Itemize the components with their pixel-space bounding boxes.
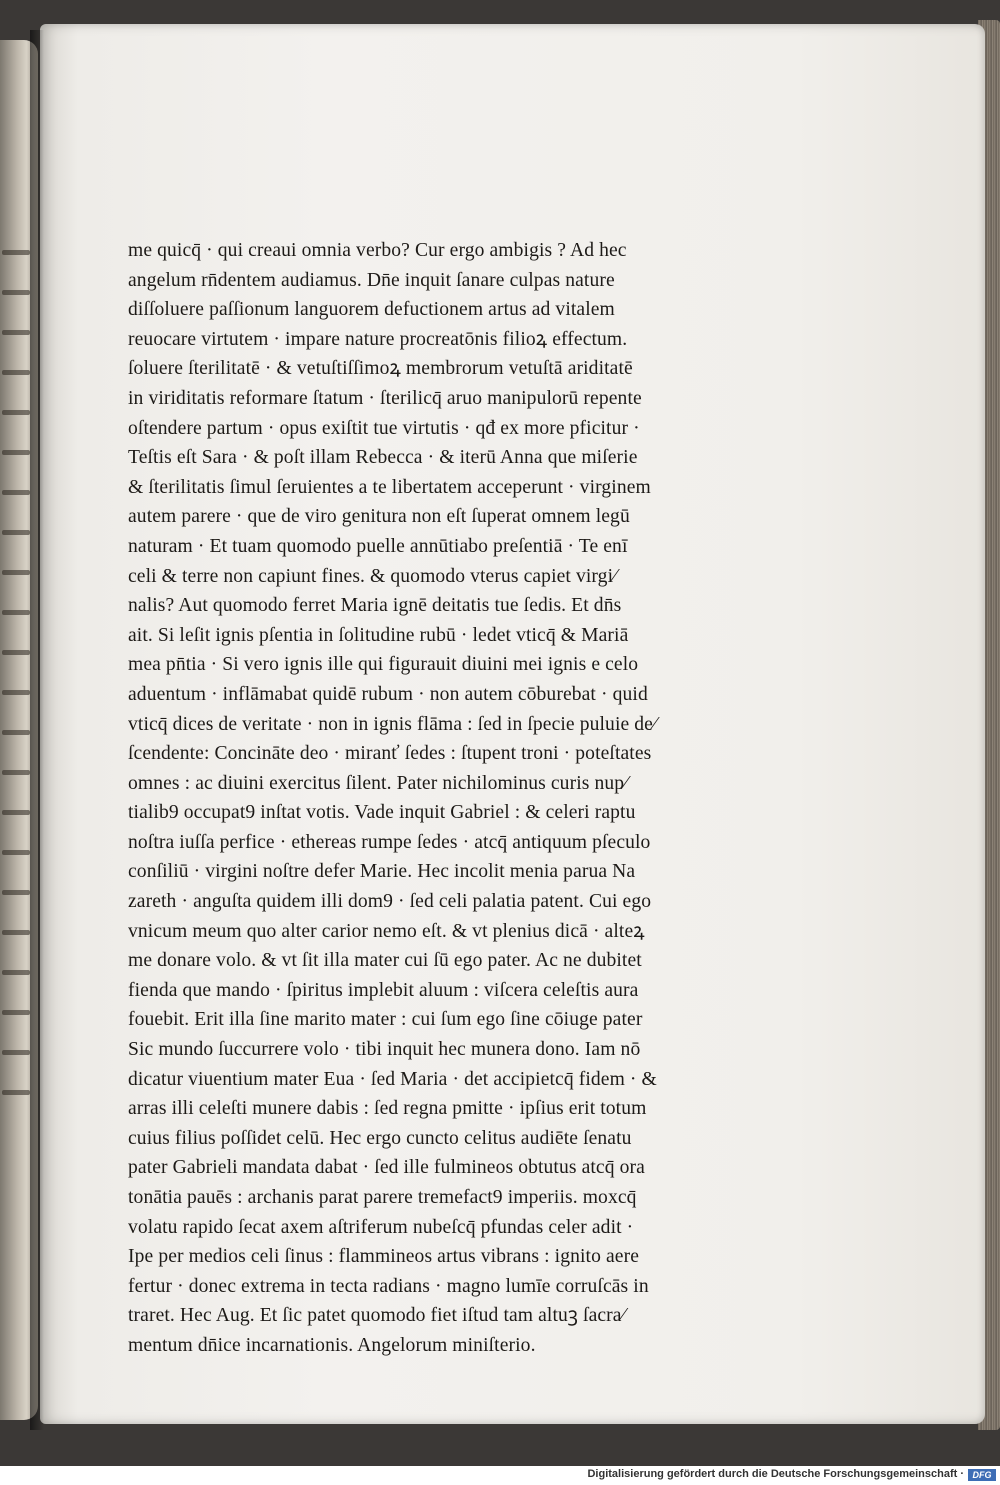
text-line: ait. Si leſit ignis pſentia in ſolitudine rubū · ledet vticq̄ & Mariā: [128, 624, 629, 646]
page-text: [128, 236, 718, 1361]
text-line: naturam · Et tuam quomodo puelle annūtiabo preſentiā · Te enī: [128, 535, 628, 557]
text-line: Teſtis eſt Sara · & poſt illam Rebecca · & iterū Anna que miſerie: [128, 447, 638, 469]
text-line: me quicq̄ · qui creaui omnia verbo? Cur ergo ambigis ? Ad hec: [128, 240, 627, 261]
text-line: volatu rapido ſecat axem aſtriferum nubeſcq̄ pfundas celer adit ·: [128, 1216, 634, 1238]
text-line: arras illi celeſti munere dabis : ſed regna pmitte · ipſius erit totum: [128, 1098, 647, 1120]
text-line: tonātia pauēs : archanis parat parere tremefact9 imperiis. moxcq̄: [128, 1187, 637, 1208]
text-line: dicatur viuentium mater Eua · ſed Maria · det accipietcq̄ fidem · &: [128, 1068, 657, 1090]
text-line: conſiliū · virgini noſtre defer Marie. Hec incolit menia parua Na: [128, 861, 636, 883]
footer-credit: Digitalisierung gefördert durch die Deutsche Forschungsgemeinschaft ·: [587, 1468, 964, 1480]
gutter-shadow: [30, 30, 44, 1430]
text-line: Sic mundo ſuccurrere volo · tibi inquit hec munera dono. Iam nō: [128, 1039, 641, 1061]
text-line: fouebit. Erit illa ſine marito mater : cui ſum ego ſine cōiuge pater: [128, 1009, 643, 1031]
text-line: celi & terre non capiunt fines. & quomodo vterus capiet virgi⁄: [128, 565, 617, 587]
text-line: fienda que mando · ſpiritus implebit aluum : viſcera celeſtis aura: [128, 979, 639, 1001]
text-line: zareth · anguſta quidem illi dom9 · ſed celi palatia patent. Cui ego: [128, 891, 652, 913]
text-line: ſoluere ſterilitatē · & vetuſtiſſimoꝝ membrorum vetuſtā ariditatē: [128, 358, 633, 380]
text-line: noſtra iuſſa perfice · ethereas rumpe ſedes · atcq̄ antiquum pſeculo: [128, 831, 651, 853]
text-line: pater Gabrieli mandata dabat · ſed ille fulmineos obtutus atcq̄ ora: [128, 1157, 645, 1179]
text-line: oſtendere partum · opus exiſtit tue virtutis · qđ ex more pficitur ·: [128, 417, 640, 439]
book-page: [40, 24, 985, 1424]
text-line: vnicum meum quo alter carior nemo eſt. & vt plenius dicā · alteꝝ: [128, 920, 645, 942]
text-line: in viriditatis reformare ſtatum · ſterilicq̄ aruo manipulorū repente: [128, 387, 642, 409]
text-line: ſcendente: Concināte deo · miranť ſedes : ſtupent troni · poteſtates: [128, 743, 652, 765]
text-line: diſſoluere paſſionum languorem defuctionem artus ad vitalem: [128, 299, 615, 321]
text-line: mea pn̄tia · Si vero ignis ille qui figurauit diuini mei ignis e celo: [128, 654, 639, 676]
text-line: cuius filius poſſidet celū. Hec ergo cuncto celitus audiēte ſenatu: [128, 1127, 632, 1149]
text-line: tialib9 occupat9 inſtat votis. Vade inquit Gabriel : & celeri raptu: [128, 802, 636, 824]
footer-bar: [0, 1466, 1000, 1485]
text-line: omnes : ac diuini exercitus ſilent. Pater nichilominus curis nup⁄: [128, 772, 628, 794]
text-line: Ipe per medios celi ſinus : flammineos artus vibrans : ignito aere: [128, 1246, 640, 1268]
text-line: autem parere · que de viro genitura non eſt ſuperat omnem legū: [128, 506, 630, 528]
text-line: vticq̄ dices de veritate · non in ignis flāma : ſed in ſpecie puluie de⁄: [128, 713, 657, 735]
text-line: me donare volo. & vt ſit illa mater cui ſū ego pater. Ac ne dubitet: [128, 950, 642, 972]
text-line: & ſterilitatis ſimul ſeruientes a te libertatem acceperunt · virginem: [128, 476, 651, 498]
text-line: mentum dn̄ice incarnationis. Angelorum miniſterio.: [128, 1334, 536, 1356]
text-line: aduentum · inflāmabat quidē rubum · non autem cōburebat · quid: [128, 683, 648, 705]
text-line: reuocare virtutem · impare nature procreatōnis filioꝝ effectum.: [128, 328, 628, 350]
text-line: angelum rn̄dentem audiamus. Dn̄e inquit ſanare culpas nature: [128, 269, 615, 291]
dfg-logo: DFG: [968, 1469, 996, 1481]
text-line: traret. Hec Aug. Et ſic patet quomodo fiet iſtud tam altuꝫ ſacra⁄: [128, 1305, 625, 1327]
text-line: fertur · donec extrema in tecta radians · magno lumīe corruſcās in: [128, 1275, 649, 1297]
text-line: nalis? Aut quomodo ferret Maria ignē deitatis tue ſedis. Et dn̄s: [128, 595, 622, 617]
